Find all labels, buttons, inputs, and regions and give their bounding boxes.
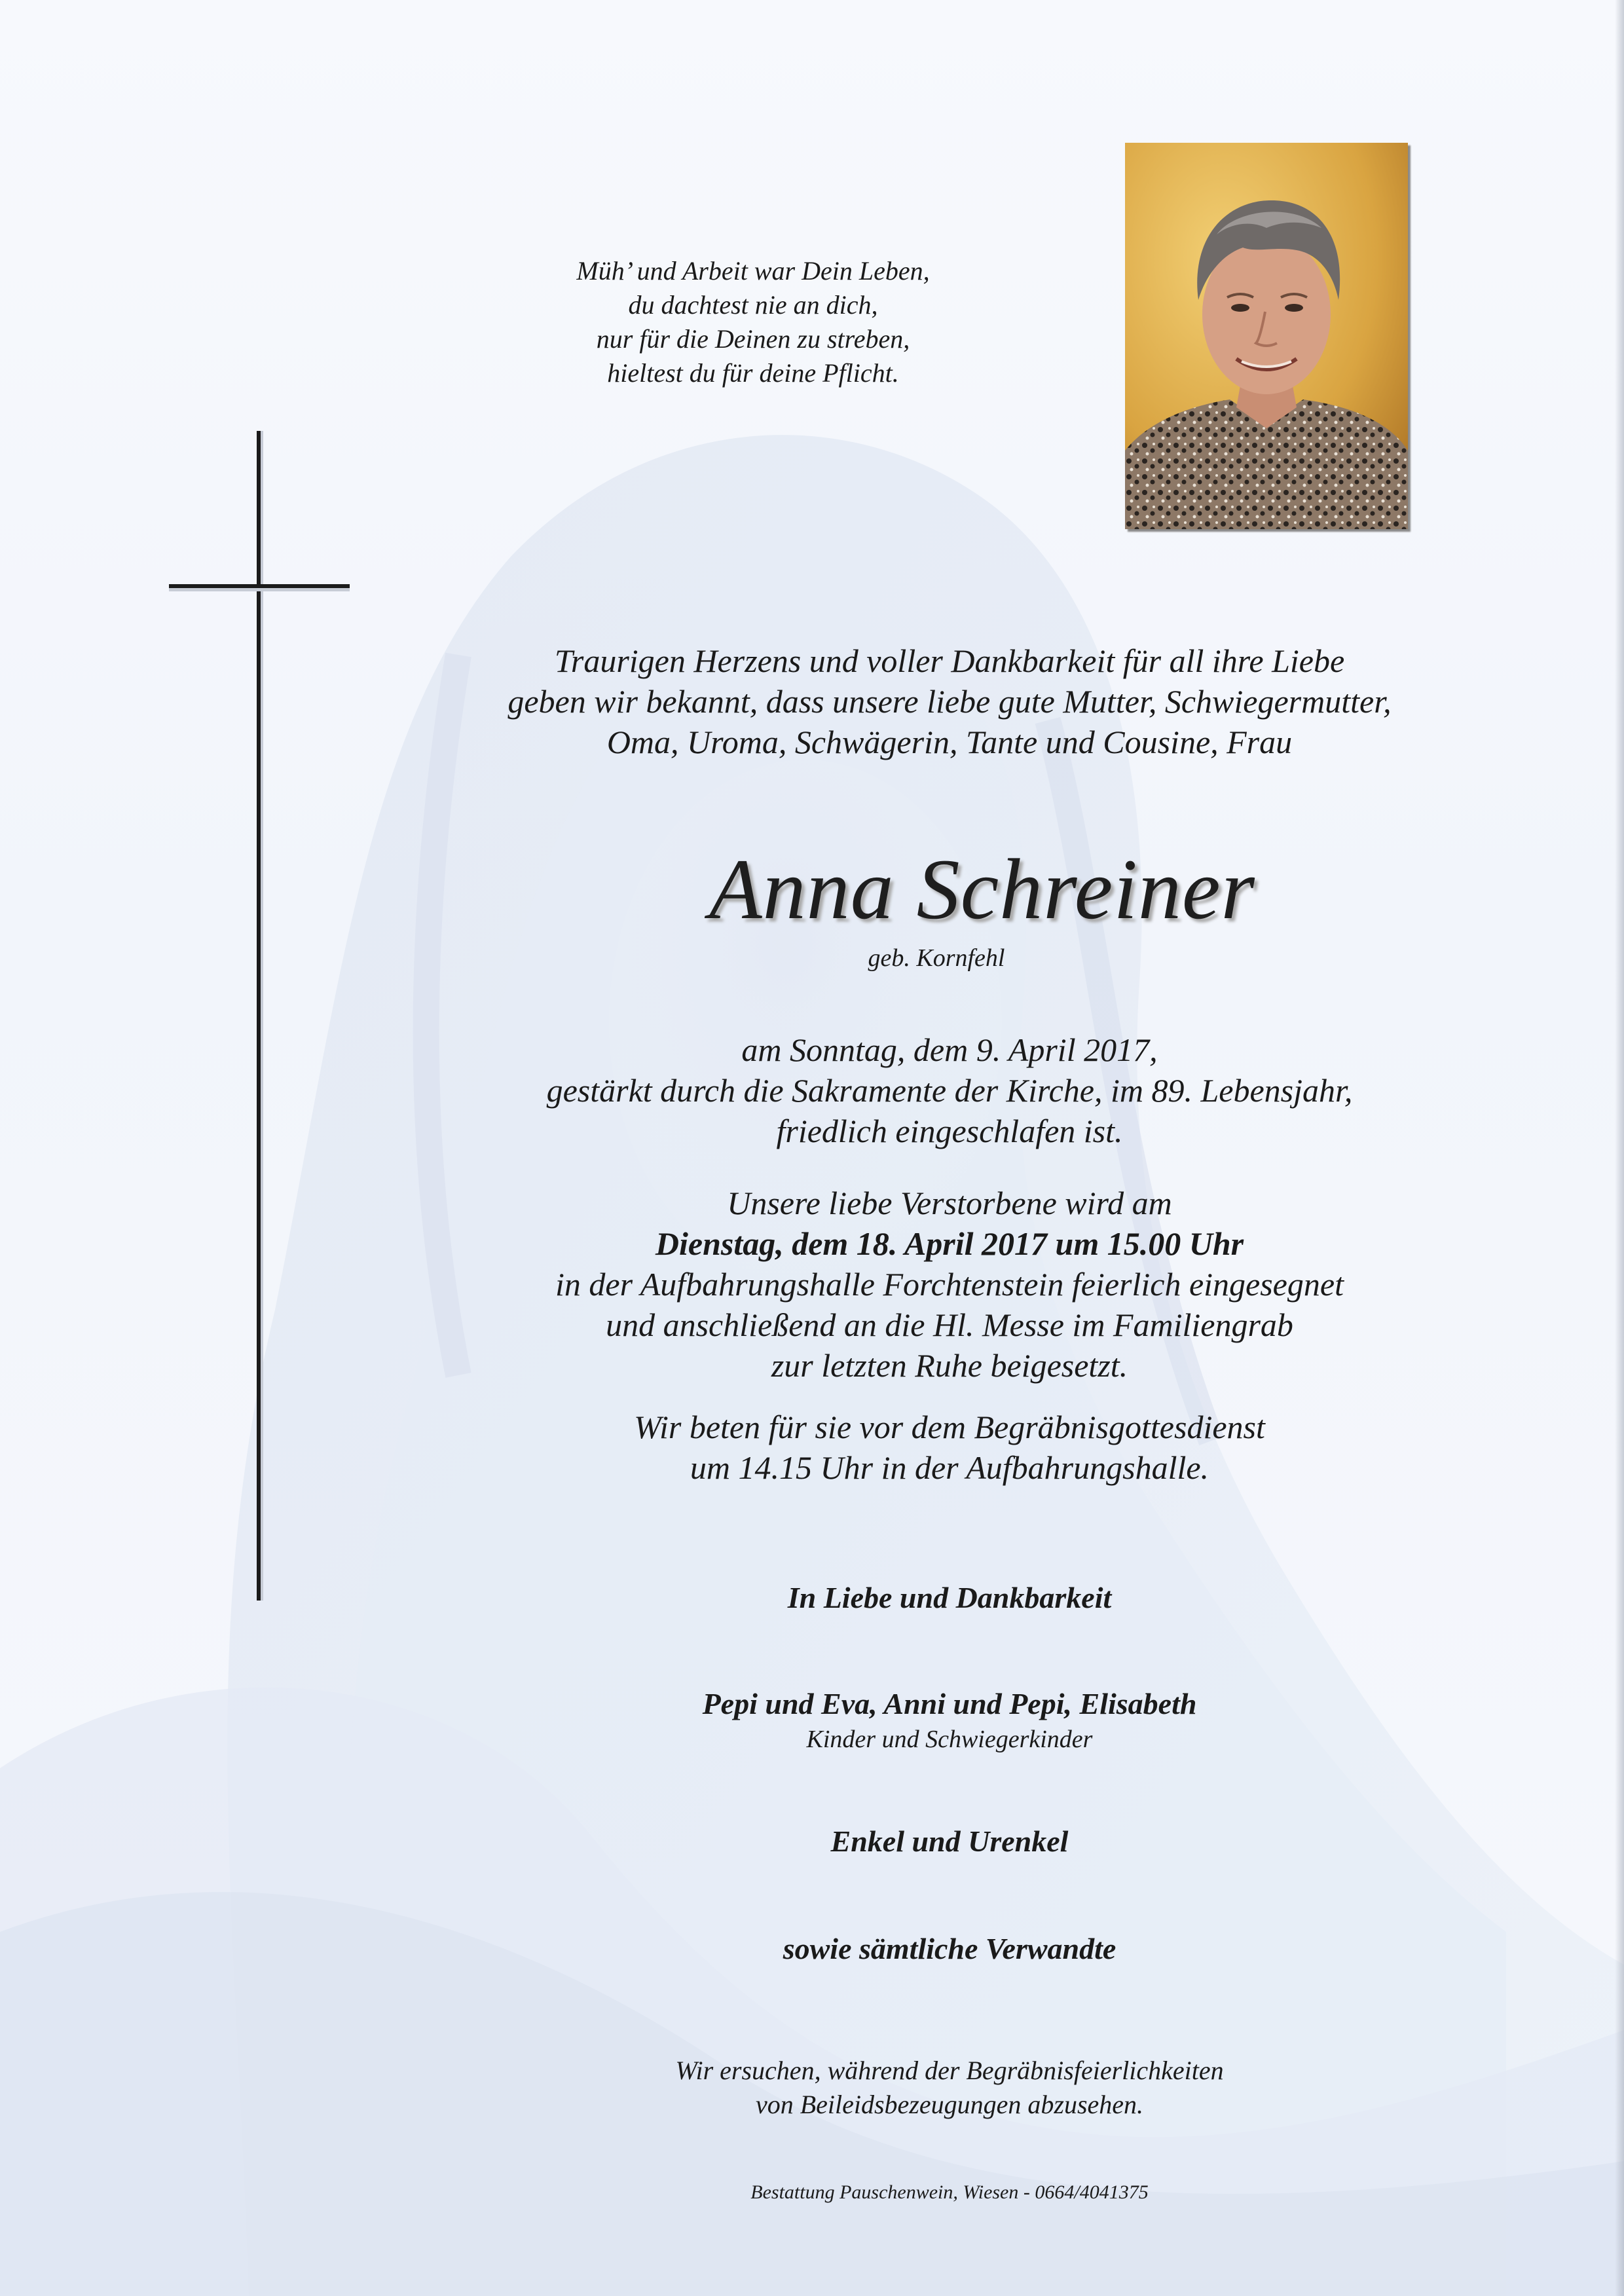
maiden-name: geb. Kornfehl — [868, 944, 1005, 972]
request-line: von Beileidsbezeugungen abzusehen. — [755, 2090, 1144, 2119]
scan-edge-shadow — [1615, 0, 1624, 2296]
prayer-notice — [458, 1407, 1441, 1488]
undertaker-contact: Bestattung Pauschenwein, Wiesen - 0664/4041375 — [750, 2181, 1149, 2203]
death-details-line: friedlich eingeschlafen ist. — [776, 1113, 1123, 1149]
request-line: Wir ersuchen, während der Begräbnisfeierlichkeiten — [675, 2056, 1224, 2085]
announcement-line: geben wir bekannt, dass unsere liebe gute Mutter, Schwiegermutter, — [507, 683, 1392, 720]
poem-line: hieltest du für deine Pflicht. — [607, 358, 899, 388]
mourners-children: Pepi und Eva, Anni und Pepi, Elisabeth — [702, 1687, 1197, 1720]
poem-line: nur für die Deinen zu streben, — [596, 324, 910, 354]
deceased-name: Anna Schreiner — [709, 841, 1255, 937]
portrait-photo — [1125, 143, 1408, 529]
condolence-request — [524, 2054, 1375, 2122]
mourners-relatives: sowie sämtliche Verwandte — [783, 1932, 1116, 1965]
prayer-line: um 14.15 Uhr in der Aufbahrungshalle. — [690, 1449, 1209, 1486]
announcement-line: Oma, Uroma, Schwägerin, Tante und Cousine, Frau — [606, 724, 1293, 760]
mourners-children-role: Kinder und Schwiegerkinder — [806, 1726, 1093, 1753]
closing-phrase: In Liebe und Dankbarkeit — [787, 1581, 1112, 1614]
prayer-line: Wir beten für sie vor dem Begräbnisgottesdienst — [634, 1409, 1265, 1445]
poem-line: Müh’ und Arbeit war Dein Leben, — [576, 256, 930, 286]
funeral-date: Dienstag, dem 18. April 2017 um 15.00 Uhr — [655, 1225, 1244, 1262]
death-announcement — [393, 640, 1506, 762]
funeral-intro: Unsere liebe Verstorbene wird am — [727, 1185, 1172, 1221]
funeral-details — [458, 1264, 1441, 1386]
cross-horizontal-bar — [169, 584, 350, 588]
memorial-poem — [458, 254, 1048, 390]
death-details-line: gestärkt durch die Sakramente der Kirche, im 89. Lebensjahr, — [546, 1072, 1353, 1109]
announcement-line: Traurigen Herzens und voller Dankbarkeit für all ihre Liebe — [554, 642, 1345, 679]
death-details-line: am Sonntag, dem 9. April 2017, — [741, 1031, 1158, 1068]
mourners-grandchildren: Enkel und Urenkel — [830, 1824, 1069, 1858]
funeral-details-line: zur letzten Ruhe beigesetzt. — [771, 1347, 1128, 1384]
cross-vertical-bar — [257, 431, 261, 1601]
funeral-details-line: in der Aufbahrungshalle Forchtenstein feierlich eingesegnet — [555, 1266, 1344, 1303]
death-details — [458, 1029, 1441, 1151]
funeral-details-line: und anschließend an die Hl. Messe im Familiengrab — [606, 1306, 1293, 1343]
poem-line: du dachtest nie an dich, — [628, 290, 878, 320]
